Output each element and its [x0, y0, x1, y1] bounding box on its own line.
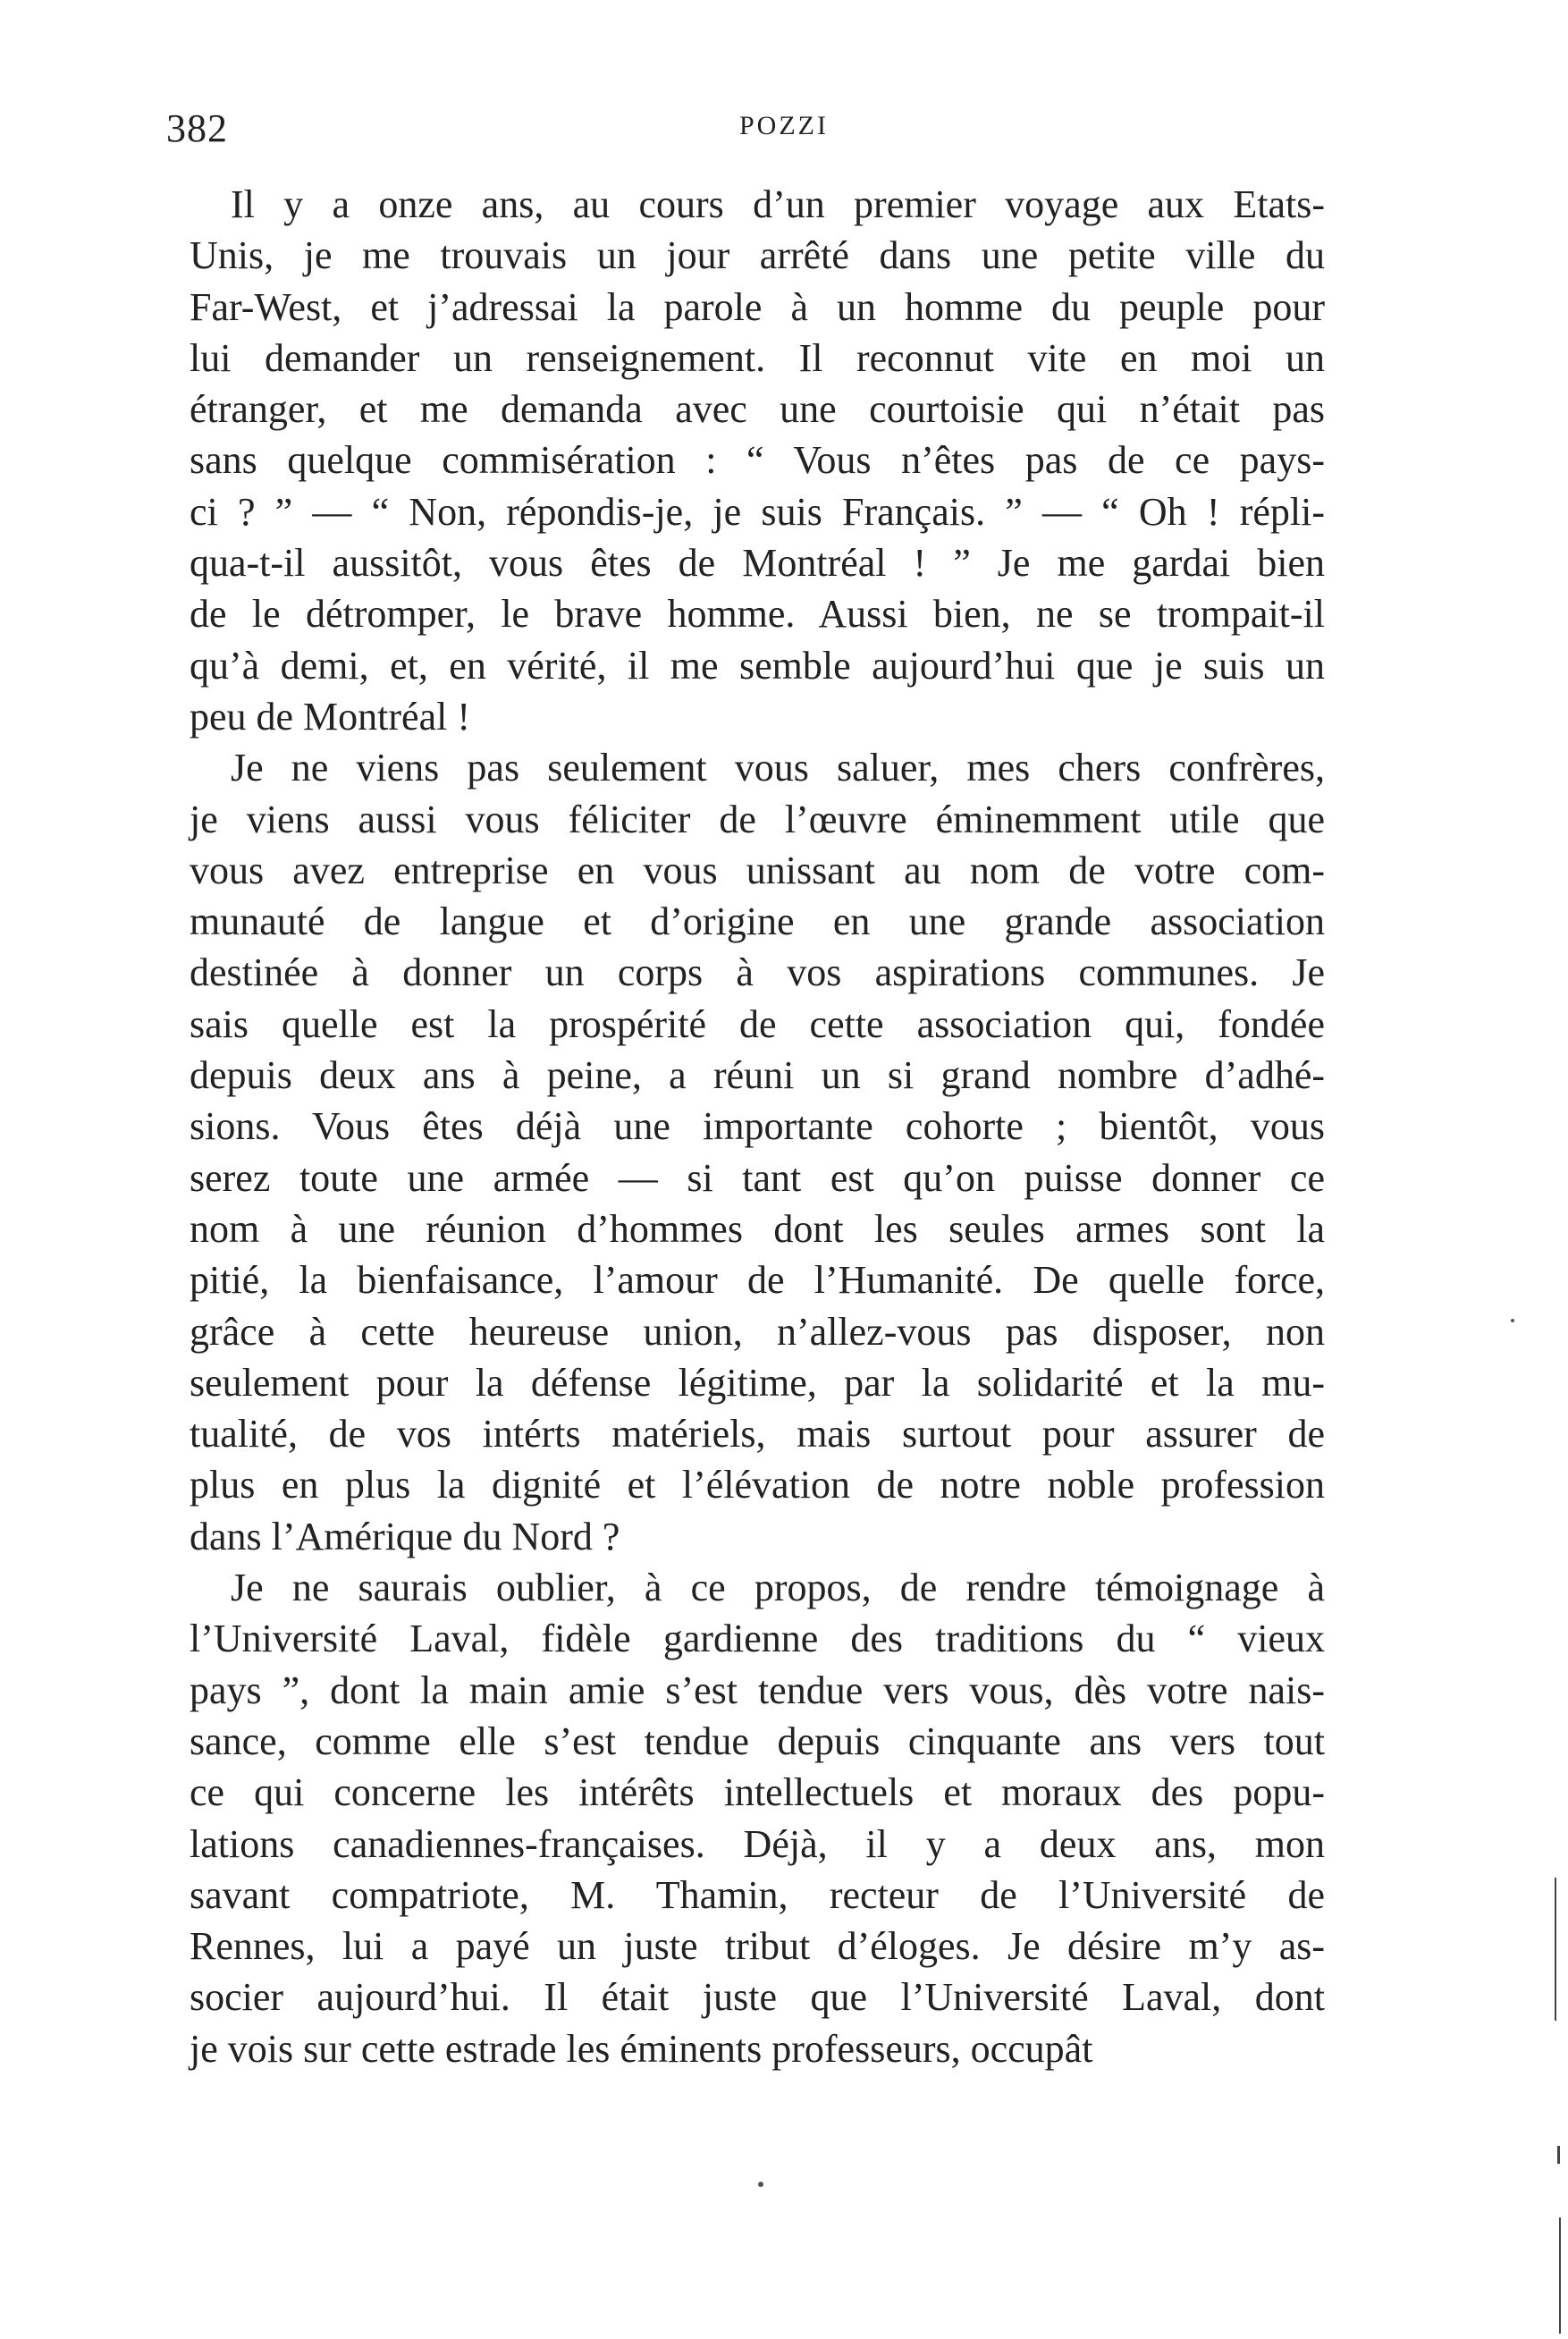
text-line: Je ne saurais oublier, à ce propos, de rendre témoignage à	[231, 1566, 1325, 1610]
text-line: tualité, de vos intérts matériels, mais surtout pour assurer de	[190, 1412, 1325, 1457]
text-line: ce qui concerne les intérêts intellectuels et moraux des popu-	[190, 1770, 1325, 1815]
text-line: Je ne viens pas seulement vous saluer, mes chers confrères,	[231, 746, 1325, 790]
scan-edge-mark	[1557, 2146, 1560, 2164]
text-line: sions. Vous êtes déjà une importante cohorte ; bientôt, vous	[190, 1104, 1325, 1149]
paragraph	[190, 742, 1325, 1562]
text-line: sais quelle est la prospérité de cette association qui, fondée	[190, 1001, 1325, 1046]
text-line: vous avez entreprise en vous unissant au nom de votre com-	[190, 848, 1325, 892]
text-line: savant compatriote, M. Thamin, recteur de l’Université de	[190, 1872, 1325, 1917]
running-head: POZZI	[739, 111, 829, 140]
scan-edge-mark	[1555, 1878, 1556, 2021]
text-line: dans l’Amérique du Nord ?	[190, 1514, 620, 1558]
text-line: Il y a onze ans, au cours d’un premier voyage aux Etats-	[231, 182, 1325, 226]
text-line: je viens aussi vous féliciter de l’œuvre éminemment utile que	[190, 797, 1325, 841]
text-line: je vois sur cette estrade les éminents professeurs, occupât	[190, 2026, 1093, 2071]
text-line: peu de Montréal !	[190, 694, 470, 739]
text-line: nom à une réunion d’hommes dont les seules armes sont la	[190, 1206, 1325, 1251]
text-line: de le détromper, le brave homme. Aussi bien, ne se trompait-il	[190, 592, 1325, 637]
text-line: étranger, et me demanda avec une courtoisie qui n’était pas	[190, 387, 1325, 432]
text-line: sans quelque commisération : “ Vous n’êtes pas de ce pays-	[190, 438, 1325, 483]
text-line: lui demander un renseignement. Il reconnut vite en moi un	[190, 335, 1325, 380]
text-line: pitié, la bienfaisance, l’amour de l’Humanité. De quelle force,	[190, 1258, 1325, 1303]
scan-speck	[758, 2182, 763, 2187]
text-line: pays ”, dont la main amie s’est tendue vers vous, dès votre nais-	[190, 1668, 1325, 1712]
text-line: depuis deux ans à peine, a réuni un si grand nombre d’adhé-	[190, 1053, 1325, 1098]
text-line: Far-West, et j’adressai la parole à un homme du peuple pour	[190, 284, 1325, 329]
text-line: qua-t-il aussitôt, vous êtes de Montréal ! ” Je me gardai bien	[190, 541, 1325, 586]
scan-edge-mark	[1559, 2217, 1561, 2334]
text-line: ci ? ” — “ Non, répondis-je, je suis Français. ” — “ Oh ! répli-	[190, 489, 1325, 534]
text-line: serez toute une armée — si tant est qu’on puisse donner ce	[190, 1155, 1325, 1200]
text-line: socier aujourd’hui. Il était juste que l’Université Laval, dont	[190, 1975, 1325, 2020]
text-line: seulement pour la défense légitime, par la solidarité et la mu-	[190, 1360, 1325, 1405]
text-line: plus en plus la dignité et l’élévation de notre noble profession	[190, 1463, 1325, 1507]
paragraph	[190, 179, 1325, 742]
text-line: destinée à donner un corps à vos aspirations communes. Je	[190, 950, 1325, 995]
paragraph	[190, 1562, 1325, 2074]
text-line: sance, comme elle s’est tendue depuis cinquante ans vers tout	[190, 1718, 1325, 1763]
page-number: 382	[166, 106, 228, 150]
text-line: munauté de langue et d’origine en une grande association	[190, 899, 1325, 944]
text-line: Unis, je me trouvais un jour arrêté dans une petite ville du	[190, 233, 1325, 278]
scan-speck	[1511, 1319, 1514, 1322]
text-line: lations canadiennes-françaises. Déjà, il y a deux ans, mon	[190, 1821, 1325, 1866]
text-line: qu’à demi, et, en vérité, il me semble aujourd’hui que je suis un	[190, 643, 1325, 688]
text-line: grâce à cette heureuse union, n’allez-vous pas disposer, non	[190, 1309, 1325, 1354]
body-text	[190, 179, 1325, 2074]
text-line: Rennes, lui a payé un juste tribut d’éloges. Je désire m’y as-	[190, 1924, 1325, 1969]
text-line: l’Université Laval, fidèle gardienne des traditions du “ vieux	[190, 1617, 1325, 1661]
